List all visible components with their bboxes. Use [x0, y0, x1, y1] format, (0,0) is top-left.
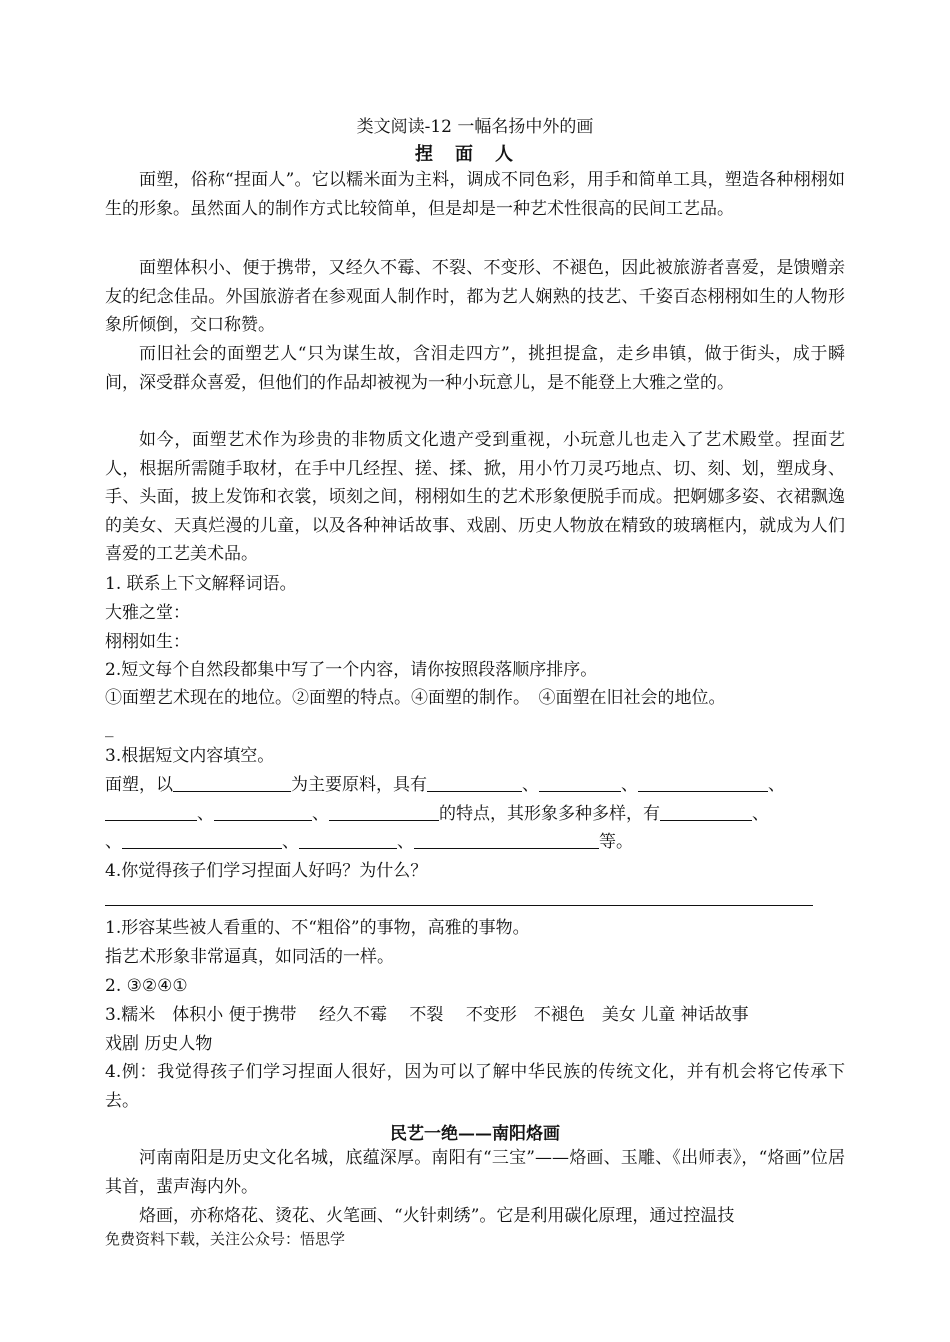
section-2-paragraph-1: 河南南阳是历史文化名城，底蕴深厚。南阳有“三宝”——烙画、玉雕、《出师表》，“烙画”位居其首，蜚声海内外。 — [105, 1148, 845, 1197]
question-3-line-2 — [105, 800, 845, 828]
question-3-line-3 — [105, 828, 845, 856]
answer-4: 4.例：我觉得孩子们学习捏面人很好，因为可以了解中华民族的传统文化，并有机会将它传承下去。 — [105, 1062, 845, 1111]
answer-1b: 指艺术形象非常逼真，如同活的一样。 — [105, 947, 394, 967]
separator: 、 — [282, 832, 299, 852]
fill-blank[interactable] — [638, 773, 768, 792]
question-1: 1. 联系上下文解释词语。 — [105, 574, 297, 594]
separator: 、 — [397, 832, 414, 852]
question-2-answer-blank: _ — [105, 718, 114, 738]
fill-blank[interactable] — [660, 802, 752, 821]
fill-blank[interactable] — [173, 773, 291, 792]
document-title: 类文阅读-12 一幅名扬中外的画 — [356, 117, 594, 137]
q3-text-c: 的特点，其形象多种多样，有 — [439, 804, 660, 824]
question-1-term-a: 大雅之堂： — [105, 603, 190, 623]
question-4-answer-line[interactable] — [105, 905, 813, 906]
separator: 、 — [522, 775, 539, 795]
question-3: 3.根据短文内容填空。 — [105, 746, 275, 766]
separator: 、 — [312, 804, 329, 824]
question-3-line-1 — [105, 771, 845, 799]
fill-blank[interactable] — [105, 802, 197, 821]
q3-text-b: 为主要原料，具有 — [291, 775, 427, 795]
footer-note: 免费资料下载，关注公众号：悟思学 — [105, 1230, 346, 1248]
fill-blank[interactable] — [329, 802, 439, 821]
section-2-paragraph-2: 烙画，亦称烙花、烫花、火笔画、“火针刺绣”。它是利用碳化原理，通过控温技 — [139, 1206, 735, 1226]
fill-blank[interactable] — [427, 773, 522, 792]
section-2-title: 民艺一绝——南阳烙画 — [390, 1124, 560, 1144]
separator: 、 — [105, 832, 122, 852]
fill-blank[interactable] — [414, 830, 599, 849]
fill-blank[interactable] — [539, 773, 621, 792]
fill-blank[interactable] — [122, 830, 282, 849]
separator: 、 — [197, 804, 214, 824]
fill-blank[interactable] — [299, 830, 397, 849]
answer-3: 3.糯米 体积小 便于携带 经久不霉 不裂 不变形 不褪色 美女 儿童 神话故事 — [105, 1005, 749, 1025]
question-4: 4.你觉得孩子们学习捏面人好吗？为什么？ — [105, 861, 428, 881]
question-2: 2.短文每个自然段都集中写了一个内容，请你按照段落顺序排序。 — [105, 660, 598, 680]
separator: 、 — [768, 775, 785, 795]
q3-text-d: 等。 — [599, 832, 633, 852]
paragraph-4: 如今，面塑艺术作为珍贵的非物质文化遗产受到重视，小玩意儿也走入了艺术殿堂。捏面艺人，根据所需随手取材，在手中几经捏、搓、揉、掀，用小竹刀灵巧地点、切、刻、划，塑成身、手、头面，披上发饰和衣裳，顷刻之间，栩栩如生的艺术形象便脱手而成。把婀娜多姿、衣裙飘逸的美女、天真烂漫的儿童，以及各种神话故事、戏剧、历史人物放在精致的玻璃框内，就成为人们喜爱的工艺美术品。 — [105, 430, 845, 564]
paragraph-2: 面塑体积小、便于携带，又经久不霉、不裂、不变形、不褪色，因此被旅游者喜爱，是馈赠亲友的纪念佳品。外国旅游者在参观面人制作时，都为艺人娴熟的技艺、千姿百态栩栩如生的人物形象所倾倒，交口称赞。 — [105, 258, 845, 335]
answer-3-continued: 戏剧 历史人物 — [105, 1034, 213, 1054]
answer-2: 2. ③②④① — [105, 976, 188, 996]
answer-1a: 1.形容某些被人看重的、不“粗俗”的事物，高雅的事物。 — [105, 918, 530, 938]
q3-text-a: 面塑，以 — [105, 775, 173, 795]
question-2-options: ①面塑艺术现在的地位。②面塑的特点。④面塑的制作。 ④面塑在旧社会的地位。 — [105, 688, 726, 708]
separator: 、 — [621, 775, 638, 795]
separator: 、 — [752, 804, 769, 824]
paragraph-3: 而旧社会的面塑艺人“只为谋生故，含泪走四方”，挑担提盒，走乡串镇，做于街头，成于瞬间，深受群众喜爱，但他们的作品却被视为一种小玩意儿，是不能登上大雅之堂的。 — [105, 344, 845, 393]
fill-blank[interactable] — [214, 802, 312, 821]
article-title: 捏面人 — [415, 144, 535, 165]
question-1-term-b: 栩栩如生： — [105, 632, 190, 652]
paragraph-1: 面塑，俗称“捏面人”。它以糯米面为主料，调成不同色彩，用手和简单工具，塑造各种栩栩如生的形象。虽然面人的制作方式比较简单，但是却是一种艺术性很高的民间工艺品。 — [105, 170, 845, 219]
